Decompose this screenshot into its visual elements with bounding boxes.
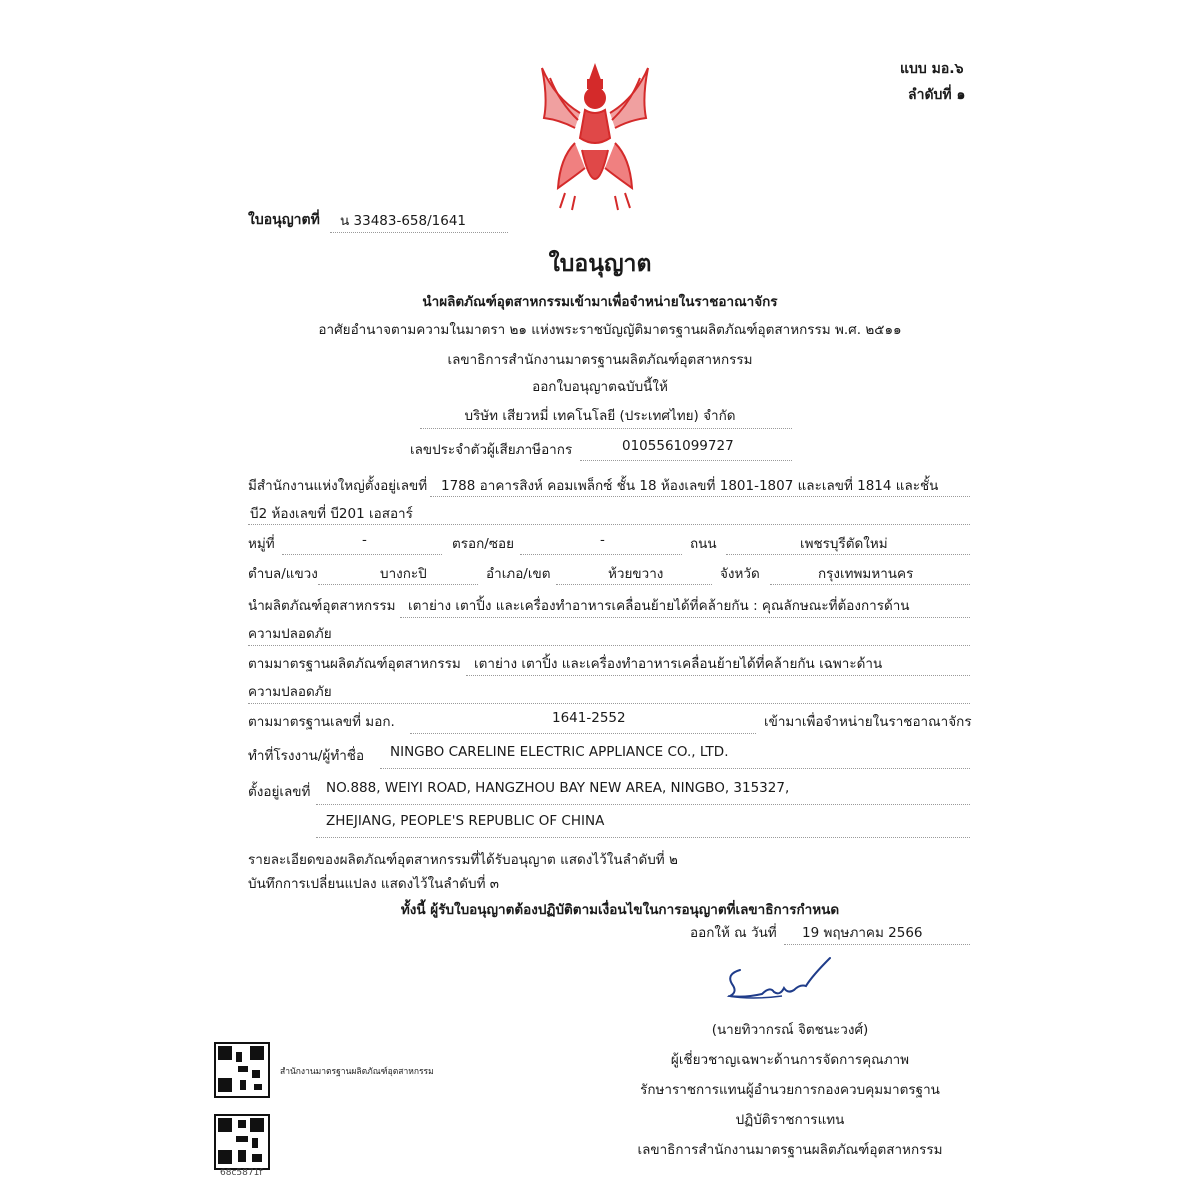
license-number-value: น 33483-658/1641 bbox=[340, 213, 467, 229]
factory-address-label: ตั้งอยู่เลขที่ bbox=[248, 784, 311, 800]
soi-label: ตรอก/ซอย bbox=[452, 536, 515, 552]
soi-value: - bbox=[600, 532, 605, 548]
province-label: จังหวัด bbox=[720, 566, 760, 582]
standard-line2: ความปลอดภัย bbox=[248, 684, 332, 700]
amphoe-value: ห้วยขวาง bbox=[608, 566, 664, 582]
signature-icon bbox=[722, 956, 834, 1004]
issued-date-label: ออกให้ ณ วันที่ bbox=[690, 925, 777, 941]
details-note: รายละเอียดของผลิตภัณฑ์อุตสาหกรรมที่ได้รับอนุญาต แสดงไว้ในลำดับที่ ๒ bbox=[248, 852, 678, 868]
factory-label: ทำที่โรงงาน/ผู้ทำชื่อ bbox=[248, 748, 365, 764]
moo-label: หมู่ที่ bbox=[248, 536, 275, 552]
standard-number-underline bbox=[410, 733, 756, 734]
office-caption: สำนักงานมาตรฐานผลิตภัณฑ์อุตสาหกรรม bbox=[280, 1067, 434, 1077]
tax-id-value: 0105561099727 bbox=[622, 438, 734, 454]
license-number-label: ใบอนุญาตที่ bbox=[248, 212, 320, 228]
issued-date-underline bbox=[784, 944, 970, 945]
document-title: ใบอนุญาต bbox=[548, 251, 652, 277]
product-line1: เตาย่าง เตาปิ้ง และเครื่องทำอาหารเคลื่อนย้ายได้ที่คล้ายกัน : คุณลักษณะที่ต้องการด้าน bbox=[408, 598, 910, 614]
tambon-underline bbox=[318, 584, 478, 585]
road-label: ถนน bbox=[690, 536, 717, 552]
signatory-position-4: เลขาธิการสำนักงานมาตรฐานผลิตภัณฑ์อุตสาหกรรม bbox=[637, 1142, 943, 1158]
signatory-name: (นายทิวากรณ์ จิตชนะวงศ์) bbox=[711, 1022, 869, 1038]
office-address-line2: บี2 ห้องเลขที่ บี201 เอสอาร์ bbox=[250, 506, 413, 522]
issue-line: ออกใบอนุญาตฉบับนี้ให้ bbox=[532, 379, 668, 395]
company-underline bbox=[420, 428, 792, 429]
soi-underline bbox=[520, 554, 682, 555]
product-underline-2 bbox=[248, 645, 970, 646]
product-underline-1 bbox=[400, 617, 970, 618]
standard-number-suffix: เข้ามาเพื่อจำหน่ายในราชอาณาจักร bbox=[764, 714, 972, 730]
standard-number-value: 1641-2552 bbox=[552, 710, 626, 726]
factory-name: NINGBO CARELINE ELECTRIC APPLIANCE CO., LTD. bbox=[390, 744, 729, 760]
factory-underline bbox=[380, 768, 970, 769]
license-number-underline bbox=[330, 232, 508, 233]
tambon-label: ตำบล/แขวง bbox=[248, 566, 318, 582]
factory-address-underline-2 bbox=[316, 837, 970, 838]
authority-line: อาศัยอำนาจตามความในมาตรา ๒๑ แห่งพระราชบัญญัติมาตรฐานผลิตภัณฑ์อุตสาหกรรม พ.ศ. ๒๕๑๑ bbox=[318, 322, 902, 338]
standard-number-label: ตามมาตรฐานเลขที่ มอก. bbox=[248, 714, 395, 730]
tax-id-underline bbox=[580, 460, 792, 461]
standard-underline-1 bbox=[466, 675, 970, 676]
amphoe-label: อำเภอ/เขต bbox=[486, 566, 551, 582]
signatory-position-1: ผู้เชี่ยวชาญเฉพาะด้านการจัดการคุณภาพ bbox=[670, 1052, 910, 1068]
issued-date-value: 19 พฤษภาคม 2566 bbox=[802, 925, 923, 941]
company-name: บริษัท เสียวหมี่ เทคโนโลยี (ประเทศไทย) จำกัด bbox=[464, 408, 736, 424]
province-value: กรุงเทพมหานคร bbox=[818, 566, 914, 582]
qr-code-id: 68c5871f bbox=[220, 1168, 263, 1178]
factory-address-underline-1 bbox=[316, 804, 970, 805]
tax-id-label: เลขประจำตัวผู้เสียภาษีอากร bbox=[410, 442, 573, 458]
office-underline-1 bbox=[430, 496, 970, 497]
product-label: นำผลิตภัณฑ์อุตสาหกรรม bbox=[248, 598, 396, 614]
secretary-line: เลขาธิการสำนักงานมาตรฐานผลิตภัณฑ์อุตสาหกรรม bbox=[447, 352, 753, 368]
condition-statement: ทั้งนี้ ผู้รับใบอนุญาตต้องปฏิบัติตามเงื่อนไขในการอนุญาตที่เลขาธิการกำหนด bbox=[400, 902, 840, 918]
moo-value: - bbox=[362, 532, 367, 548]
sequence-number: ลำดับที่ ๑ bbox=[908, 87, 966, 103]
document-subtitle: นำผลิตภัณฑ์อุตสาหกรรมเข้ามาเพื่อจำหน่ายในราชอาณาจักร bbox=[422, 294, 778, 310]
form-number: แบบ มอ.๖ bbox=[900, 61, 964, 77]
office-label: มีสำนักงานแห่งใหญ่ตั้งอยู่เลขที่ bbox=[248, 478, 428, 494]
garuda-emblem-icon bbox=[530, 58, 660, 213]
standard-underline-2 bbox=[248, 703, 970, 704]
province-underline bbox=[770, 584, 970, 585]
standard-line1: เตาย่าง เตาปิ้ง และเครื่องทำอาหารเคลื่อนย้ายได้ที่คล้ายกัน เฉพาะด้าน bbox=[474, 656, 883, 672]
moo-underline bbox=[282, 554, 442, 555]
office-address-line1: 1788 อาคารสิงห์ คอมเพล็กซ์ ชั้น 18 ห้องเลขที่ 1801-1807 และเลขที่ 1814 และชั้น bbox=[441, 478, 939, 494]
office-underline-2 bbox=[248, 524, 970, 525]
signatory-position-3: ปฏิบัติราชการแทน bbox=[735, 1112, 845, 1128]
factory-address-line1: NO.888, WEIYI ROAD, HANGZHOU BAY NEW AREA, NINGBO, 315327, bbox=[326, 780, 790, 796]
tambon-value: บางกะปิ bbox=[380, 566, 427, 582]
factory-address-line2: ZHEJIANG, PEOPLE'S REPUBLIC OF CHINA bbox=[326, 813, 605, 829]
road-value: เพชรบุรีตัดใหม่ bbox=[800, 536, 888, 552]
qr-code-top-icon bbox=[214, 1042, 270, 1098]
road-underline bbox=[726, 554, 970, 555]
changes-note: บันทึกการเปลี่ยนแปลง แสดงไว้ในลำดับที่ ๓ bbox=[248, 876, 499, 892]
signatory-position-2: รักษาราชการแทนผู้อำนวยการกองควบคุมมาตรฐาน bbox=[640, 1082, 940, 1098]
qr-code-bottom-icon bbox=[214, 1114, 270, 1170]
standard-label: ตามมาตรฐานผลิตภัณฑ์อุตสาหกรรม bbox=[248, 656, 461, 672]
amphoe-underline bbox=[556, 584, 712, 585]
product-line2: ความปลอดภัย bbox=[248, 626, 332, 642]
